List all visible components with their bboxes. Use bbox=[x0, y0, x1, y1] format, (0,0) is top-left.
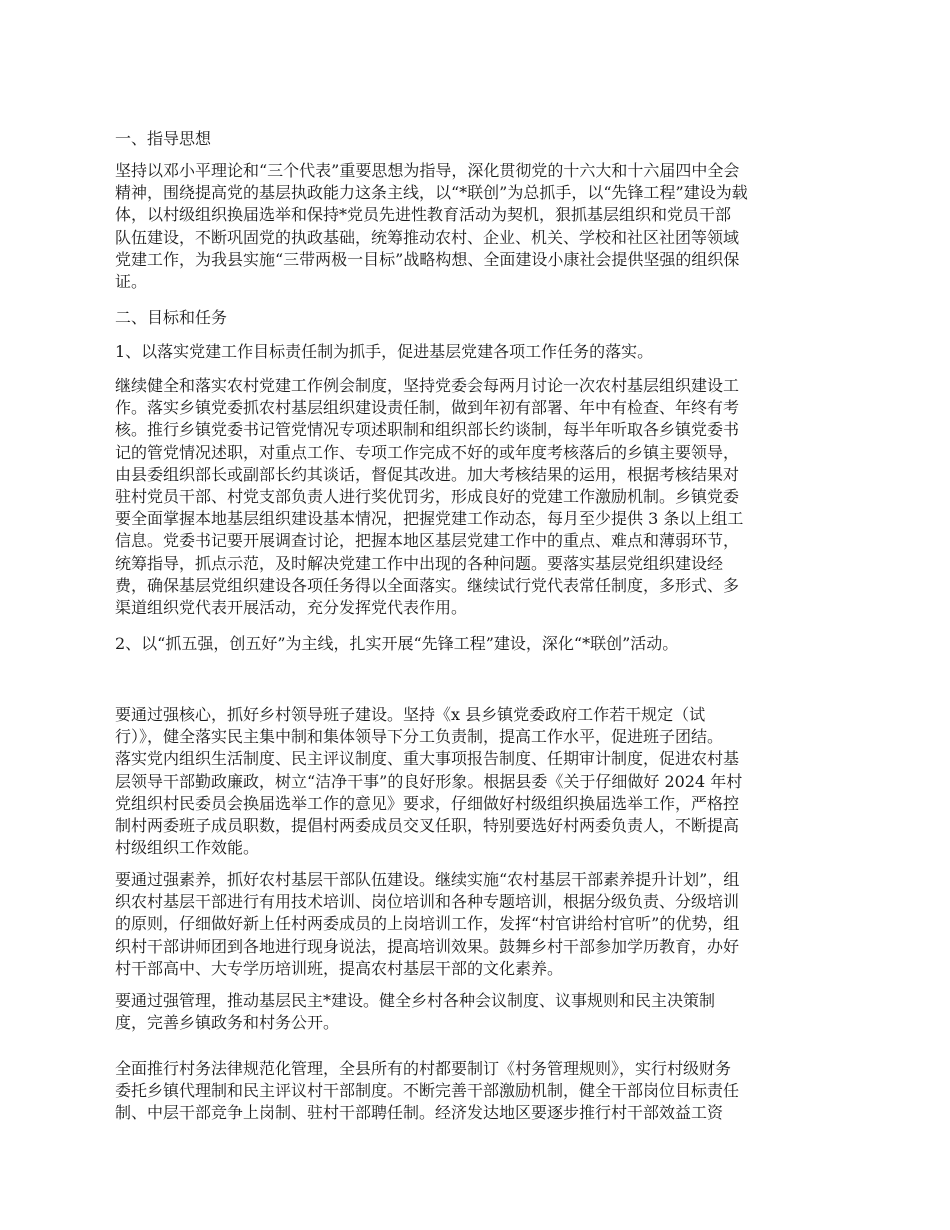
section-heading-goals-tasks: 二、目标和任务 bbox=[115, 308, 228, 327]
text-line: 由县委组织部长或副部长约其谈话，督促其改进。加大考核结果的运用，根据考核结果对 bbox=[115, 464, 740, 484]
text-line: 的原则，仔细做好新上任村两委成员的上岗培训工作，发挥“村官讲给村官听”的优势，组 bbox=[115, 914, 740, 934]
text-line: 行）》，健全落实民主集中制和集体领导下分工负责制，提高工作水平，促进班子团结。 bbox=[115, 727, 724, 747]
text-line: 村级组织工作效能。 bbox=[115, 838, 260, 858]
text-line: 继续健全和落实农村党建工作例会制度，坚持党委会每两月讨论一次农村基层组织建设工 bbox=[115, 376, 740, 395]
paragraph-guiding-ideology bbox=[115, 160, 840, 293]
paragraph-task-1-title bbox=[115, 341, 840, 363]
section-heading-guiding-ideology: 一、指导思想 bbox=[115, 129, 212, 148]
text-line: 坚持以邓小平理论和“三个代表”重要思想为指导，深化贯彻党的十六大和十六届四中全会 bbox=[115, 161, 740, 180]
paragraph-strong-management bbox=[115, 990, 840, 1034]
text-line: 党建工作，为我县实施“三带两极一目标”战略构想、全面建设小康社会提供坚强的组织保 bbox=[115, 249, 740, 269]
text-line: 体，以村级组织换届选举和保持*党员先进性教育活动为契机，狠抓基层组织和党员干部 bbox=[115, 205, 732, 225]
text-line: 作。落实乡镇党委抓农村基层组织建设责任制，做到年初有部署、年中有检查、年终有考 bbox=[115, 398, 740, 418]
paragraph-village-affairs bbox=[115, 1058, 840, 1125]
text-line: 党组织村民委员会换届选举工作的意见》要求，仔细做好村级组织换届选举工作，严格控 bbox=[115, 793, 740, 813]
text-line: 记的管党情况述职，对重点工作、专项工作完成不好的或年度考核落后的乡镇主要领导， bbox=[115, 442, 740, 462]
text-line: 证。 bbox=[115, 272, 148, 292]
text-line: 落实党内组织生活制度、民主评议制度、重大事项报告制度、任期审计制度，促进农村基 bbox=[115, 749, 740, 769]
text-line: 要通过强管理，推动基层民主*建设。健全乡村各种会议制度、议事规则和民主决策制 bbox=[115, 991, 716, 1010]
paragraph-strong-core bbox=[115, 704, 840, 859]
text-line: 全面推行村务法律规范化管理，全县所有的村都要制订《村务管理规则》，实行村级财务 bbox=[115, 1059, 732, 1078]
text-line: 精神，围绕提高党的基层执政能力这条主线，以“*联创”为总抓手，以“先锋工程”建设为载 bbox=[115, 183, 748, 203]
text-line: 信息。党委书记要开展调查讨论，把握本地区基层党建工作中的重点、难点和薄弱环节， bbox=[115, 531, 740, 551]
text-line: 1、以落实党建工作目标责任制为抓手，促进基层党建各项工作任务的落实。 bbox=[115, 342, 654, 361]
text-line: 度，完善乡镇政务和村务公开。 bbox=[115, 1013, 340, 1033]
text-line: 统筹指导，抓点示范，及时解决党建工作中出现的各种问题。要落实基层党组织建设经 bbox=[115, 553, 724, 573]
text-line: 层领导干部勤政廉政，树立“洁净干事”的良好形象。根据县委《关于仔细做好 2024 年村 bbox=[115, 771, 743, 791]
text-line: 村干部高中、大专学历培训班，提高农村基层干部的文化素养。 bbox=[115, 958, 564, 978]
text-line: 要全面掌握本地基层组织建设基本情况，把握党建工作动态，每月至少提供 3 条以上组工 bbox=[115, 509, 744, 529]
text-line: 制村两委班子成员职数，提倡村两委成员交叉任职，特别要选好村两委负责人，不断提高 bbox=[115, 816, 740, 836]
text-line: 驻村党员干部、村党支部负责人进行奖优罚劣，形成良好的党建工作激励机制。乡镇党委 bbox=[115, 487, 740, 507]
paragraph-task-2-title bbox=[115, 633, 840, 655]
text-line: 织农村基层干部进行有用技术培训、岗位培训和各种专题培训，根据分级负责、分级培训 bbox=[115, 892, 740, 912]
text-line: 制、中层干部竞争上岗制、驻村干部聘任制。经济发达地区要逐步推行村干部效益工资 bbox=[115, 1103, 724, 1123]
text-line: 核。推行乡镇党委书记管党情况专项述职制和组织部长约谈制，每半年听取各乡镇党委书 bbox=[115, 420, 740, 440]
text-line: 要通过强核心，抓好乡村领导班子建设。坚持《x 县乡镇党委政府工作若干规定（试 bbox=[115, 705, 706, 724]
paragraph-task-1-body bbox=[115, 375, 840, 619]
text-line: 队伍建设，不断巩固党的执政基础，统筹推动农村、企业、机关、学校和社区社团等领域 bbox=[115, 227, 740, 247]
text-line: 委托乡镇代理制和民主评议村干部制度。不断完善干部激励机制，健全干部岗位目标责任 bbox=[115, 1081, 740, 1101]
text-line: 织村干部讲师团到各地进行现身说法，提高培训效果。鼓舞乡村干部参加学历教育，办好 bbox=[115, 936, 740, 956]
text-line: 要通过强素养，抓好农村基层干部队伍建设。继续实施“农村基层干部素养提升计划”，组 bbox=[115, 870, 740, 889]
text-line: 渠道组织党代表开展活动，充分发挥党代表作用。 bbox=[115, 598, 468, 618]
paragraph-strong-quality bbox=[115, 869, 840, 980]
text-line: 费，确保基层党组织建设各项任务得以全面落实。继续试行党代表常任制度，多形式、多 bbox=[115, 575, 740, 595]
text-line: 2、以“抓五强，创五好”为主线，扎实开展“先锋工程”建设，深化“*联创”活动。 bbox=[115, 634, 679, 653]
